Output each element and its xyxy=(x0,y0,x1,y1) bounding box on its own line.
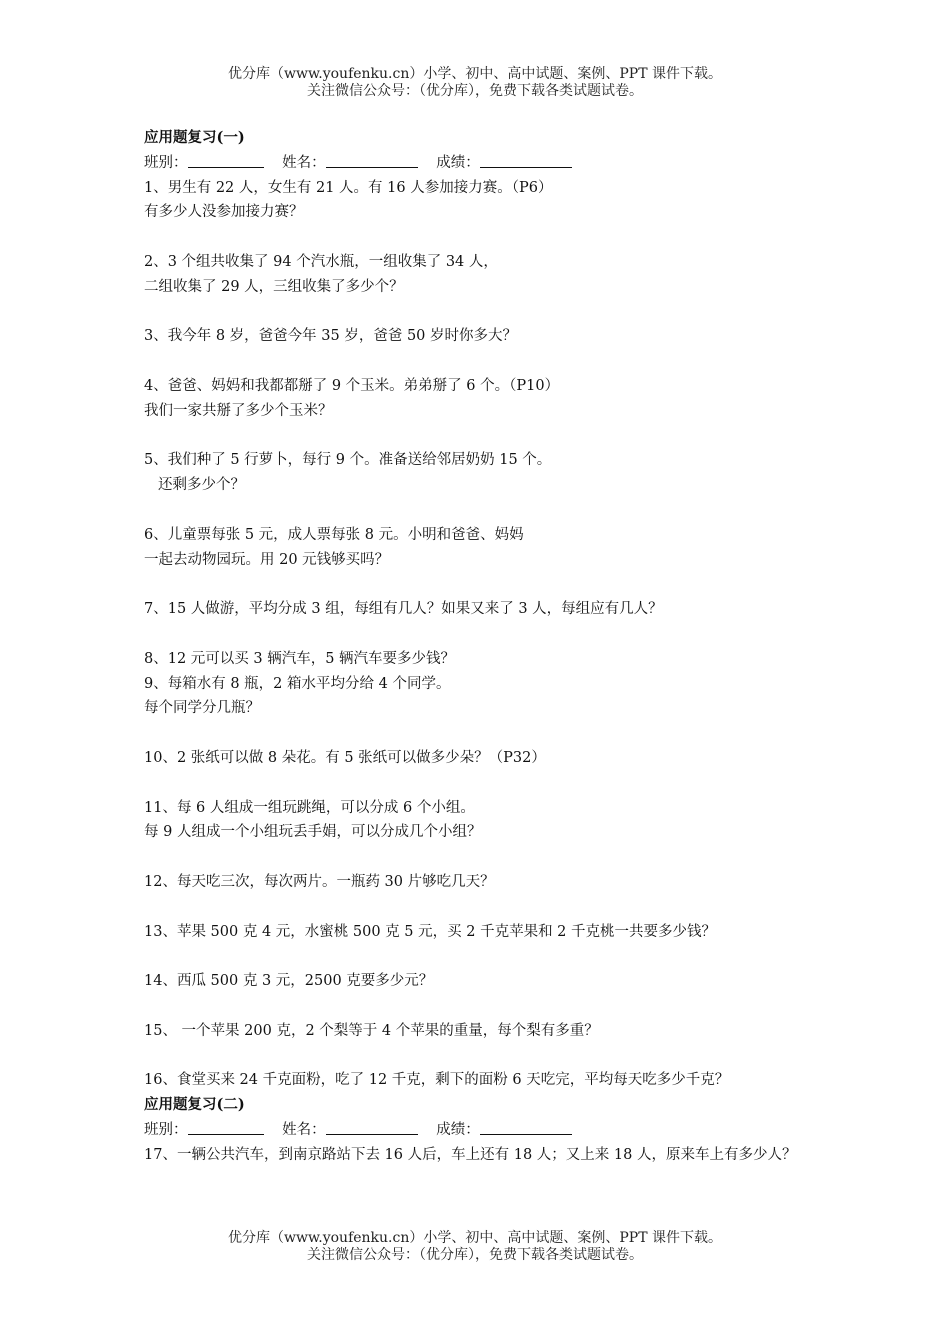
question-6-line-2: 一起去动物园玩。用 20 元钱够买吗？ xyxy=(144,551,390,568)
name-blank[interactable] xyxy=(326,153,418,168)
question-1-line-2: 有多少人没参加接力赛？ xyxy=(144,204,304,221)
section-1-title: 应用题复习(一) xyxy=(144,129,245,146)
question-13: 13、苹果 500 克 4 元，水蜜桃 500 克 5 元，买 2 千克苹果和 2 千克桃一共要多少钱？ xyxy=(144,923,717,940)
header-line-1: 优分库（www.youfenku.cn）小学、初中、高中试题、案例、PPT 课件下载。 xyxy=(227,66,722,82)
question-7: 7、15 人做游，平均分成 3 组，每组有几人？如果又来了 3 人，每组应有几人？ xyxy=(144,601,663,618)
question-11-line-1: 11、每 6 人组成一组玩跳绳，可以分成 6 个小组。 xyxy=(144,799,475,816)
footer-line-1: 优分库（www.youfenku.cn）小学、初中、高中试题、案例、PPT 课件下载。 xyxy=(227,1230,722,1246)
question-3: 3、我今年 8 岁，爸爸今年 35 岁，爸爸 50 岁时你多大？ xyxy=(144,328,518,345)
document-body xyxy=(144,126,834,1167)
class-blank[interactable] xyxy=(188,153,264,168)
question-2-line-1: 2、3 个组共收集了 94 个汽水瓶，一组收集了 34 人， xyxy=(144,253,498,270)
question-5-line-2: 还剩多少个？ xyxy=(158,477,245,494)
question-6-line-1: 6、儿童票每张 5 元，成人票每张 8 元。小明和爸爸、妈妈 xyxy=(144,526,524,543)
question-17: 17、一辆公共汽车，到南京路站下去 16 人后，车上还有 18 人；又上来 18 人，原来车上有多少人？ xyxy=(144,1146,797,1163)
score-blank[interactable] xyxy=(480,153,572,168)
name-label: 姓名： xyxy=(282,154,326,171)
page-header xyxy=(0,66,950,100)
question-4-line-2: 我们一家共掰了多少个玉米？ xyxy=(144,402,333,419)
question-14: 14、西瓜 500 克 3 元，2500 克要多少元？ xyxy=(144,973,434,990)
page-footer xyxy=(0,1230,950,1264)
question-1-line-1: 1、男生有 22 人，女生有 21 人。有 16 人参加接力赛。（P6） xyxy=(144,179,553,196)
question-5-line-1: 5、我们种了 5 行萝卜，每行 9 个。准备送给邻居奶奶 15 个。 xyxy=(144,452,552,469)
footer-line-2: 关注微信公众号：（优分库），免费下载各类试题试卷。 xyxy=(307,1247,643,1263)
student-info-row-1 xyxy=(144,151,834,176)
question-15: 15、 一个苹果 200 克，2 个梨等于 4 个苹果的重量，每个梨有多重？ xyxy=(144,1022,599,1039)
name-label: 姓名： xyxy=(282,1121,326,1138)
question-9-line-2: 每个同学分几瓶？ xyxy=(144,700,260,717)
score-label: 成绩： xyxy=(436,1121,480,1138)
question-9-line-1: 9、每箱水有 8 瓶，2 箱水平均分给 4 个同学。 xyxy=(144,675,451,692)
question-8: 8、12 元可以买 3 辆汽车，5 辆汽车要多少钱？ xyxy=(144,650,456,667)
class-label: 班别： xyxy=(144,1121,188,1138)
name-blank[interactable] xyxy=(326,1120,418,1135)
header-line-2: 关注微信公众号：（优分库），免费下载各类试题试卷。 xyxy=(307,83,643,99)
question-10: 10、2 张纸可以做 8 朵花。有 5 张纸可以做多少朵？（P32） xyxy=(144,749,546,766)
question-12: 12、每天吃三次，每次两片。一瓶药 30 片够吃几天？ xyxy=(144,873,495,890)
question-16: 16、食堂买来 24 千克面粉，吃了 12 千克，剩下的面粉 6 天吃完，平均每天吃多少千克？ xyxy=(144,1072,730,1089)
student-info-row-2 xyxy=(144,1118,834,1143)
class-blank[interactable] xyxy=(188,1120,264,1135)
class-label: 班别： xyxy=(144,154,188,171)
section-2-title: 应用题复习(二) xyxy=(144,1096,245,1114)
question-11-line-2: 每 9 人组成一个小组玩丢手娟，可以分成几个小组？ xyxy=(144,824,482,841)
score-label: 成绩： xyxy=(436,154,480,171)
score-blank[interactable] xyxy=(480,1120,572,1135)
question-4-line-1: 4、爸爸、妈妈和我都都掰了 9 个玉米。弟弟掰了 6 个。（P10） xyxy=(144,377,560,394)
question-2-line-2: 二组收集了 29 人，三组收集了多少个？ xyxy=(144,278,404,295)
